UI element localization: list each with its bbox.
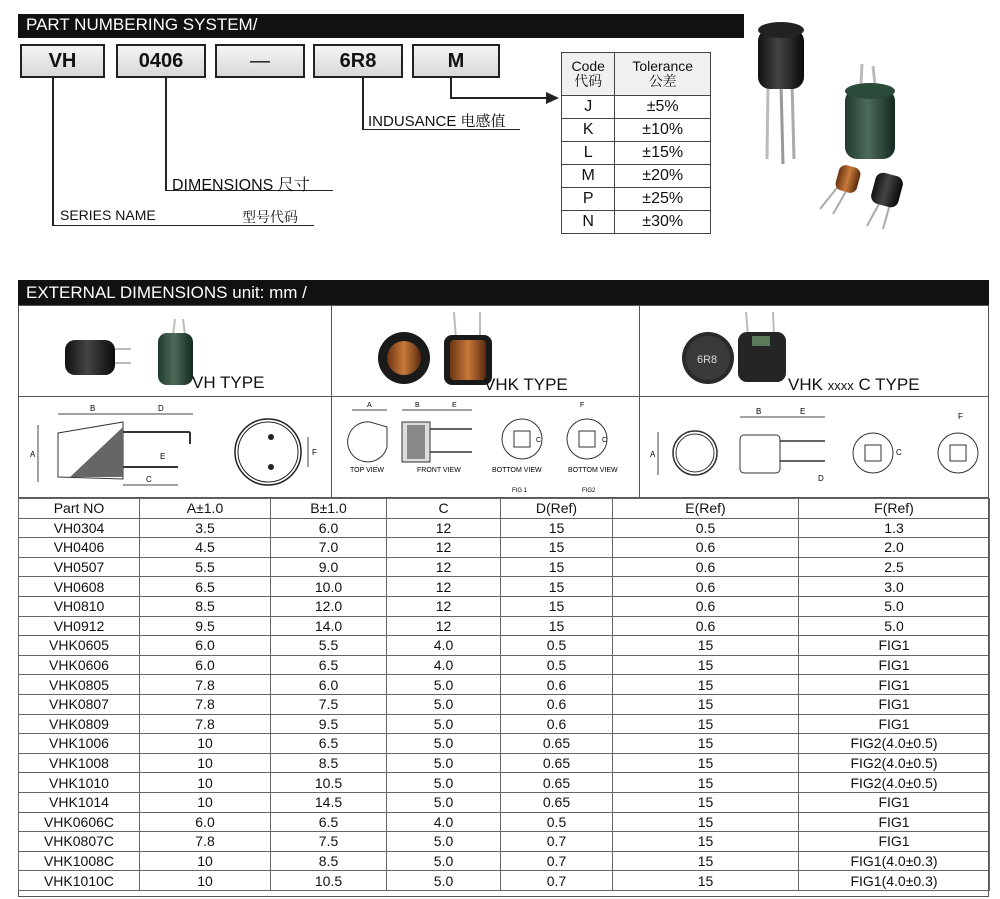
dimensions-row: [19, 773, 990, 793]
dimensions-cell: 0.6: [613, 577, 799, 597]
dimensions-row: [19, 694, 990, 714]
dimensions-cell: 15: [613, 832, 799, 852]
dimensions-cell: 5.0: [799, 596, 990, 616]
dimensions-header-cell: D(Ref): [501, 499, 613, 519]
dimensions-row: [19, 832, 990, 852]
dimensions-cell: FIG2(4.0±0.5): [799, 753, 990, 773]
vhk-type-photo-cell: [332, 305, 640, 397]
series-leader-vertical: [52, 78, 54, 226]
dimensions-cell: 15: [613, 851, 799, 871]
tolerance-row: [562, 96, 711, 119]
dimensions-cell: 10.5: [271, 773, 387, 793]
tolerance-leader-vertical: [450, 78, 452, 98]
tolerance-value-cell: ±30%: [615, 211, 711, 234]
external-dimensions-title: EXTERNAL DIMENSIONS unit: mm /: [18, 280, 989, 305]
vh-dim-e: E: [160, 452, 166, 461]
dimensions-cell: FIG1: [799, 812, 990, 832]
tolerance-code-cell: N: [562, 211, 615, 234]
dimensions-cell: 8.5: [271, 851, 387, 871]
dimensions-cell: 1.3: [799, 518, 990, 538]
dimensions-row: [19, 871, 990, 891]
dimensions-row: [19, 753, 990, 773]
tolerance-value-cell: ±25%: [615, 188, 711, 211]
dimensions-cell: FIG1(4.0±0.3): [799, 851, 990, 871]
dimensions-table: [18, 498, 990, 891]
dimensions-cell: 6.0: [271, 518, 387, 538]
dimensions-cell: 14.0: [271, 616, 387, 636]
dimensions-cell: FIG1: [799, 675, 990, 695]
dimensions-cell: VHK1006: [19, 734, 140, 754]
vhk-dim-c2: C: [602, 437, 608, 444]
dimensions-row: [19, 636, 990, 656]
dimensions-row: [19, 851, 990, 871]
code-box-inductance: 6R8: [313, 44, 403, 78]
dimensions-cell: 0.5: [501, 636, 613, 656]
tolerance-row: [562, 188, 711, 211]
vhkc-type-label: [788, 375, 920, 395]
dimensions-cell: 12: [387, 616, 501, 636]
dimensions-row: [19, 596, 990, 616]
dimensions-row: [19, 655, 990, 675]
dimensions-cell: 5.0: [799, 616, 990, 636]
vhkc-dim-e: E: [800, 407, 806, 416]
inductor-photo-group: [745, 14, 920, 239]
vhk-fig2-label: FIG2: [582, 488, 596, 494]
dimensions-row: [19, 577, 990, 597]
dimensions-cell: FIG1: [799, 832, 990, 852]
tolerance-code-cell: M: [562, 165, 615, 188]
dimensions-cell: 0.6: [613, 557, 799, 577]
tolerance-table: [561, 52, 711, 234]
vhkc-dim-d: D: [818, 474, 824, 483]
code-box-dimension: 0406: [116, 44, 206, 78]
dimensions-cell: 10: [140, 773, 271, 793]
tolerance-row: [562, 142, 711, 165]
vhkc-dim-c: C: [896, 448, 902, 457]
dimensions-cell: 5.5: [271, 636, 387, 656]
dimensions-cell: VHK0605: [19, 636, 140, 656]
vh-drawing-cell: [18, 397, 332, 498]
dimensions-cell: 5.0: [387, 871, 501, 891]
dimensions-cell: 15: [613, 655, 799, 675]
vhk-drawing-cell: [332, 397, 640, 498]
vhk-bottom-view2-label: BOTTOM VIEW: [568, 467, 618, 474]
vhkc-type-photo-cell: [640, 305, 989, 397]
dimensions-cell: 3.5: [140, 518, 271, 538]
dimensions-cell: 7.0: [271, 538, 387, 558]
dimensions-cell: 15: [501, 518, 613, 538]
vh-dim-d: D: [158, 404, 164, 413]
tolerance-code-cell: J: [562, 96, 615, 119]
dimensions-cell: 0.5: [501, 655, 613, 675]
vhkc-dim-b: B: [756, 407, 762, 416]
vhk-dim-a: A: [367, 402, 372, 409]
dimensions-cell: VH0810: [19, 596, 140, 616]
dimensions-cell: 6.5: [271, 655, 387, 675]
vhk-front-view-label: FRONT VIEW: [417, 467, 461, 474]
dimensions-cell: VHK0606C: [19, 812, 140, 832]
vhk-drawing: [332, 397, 638, 497]
vhkc-drawing-cell: [640, 397, 989, 498]
dimensions-cell: 15: [613, 734, 799, 754]
dimensions-row: [19, 792, 990, 812]
dimensions-cell: 4.0: [387, 636, 501, 656]
tolerance-code-cell: K: [562, 119, 615, 142]
dimensions-cell: VH0304: [19, 518, 140, 538]
dimensions-cell: 12: [387, 577, 501, 597]
dimensions-cell: FIG1: [799, 655, 990, 675]
dimensions-cell: 5.0: [387, 773, 501, 793]
dimensions-cell: 6.5: [271, 812, 387, 832]
dimensions-row: [19, 616, 990, 636]
dimensions-cell: FIG2(4.0±0.5): [799, 773, 990, 793]
dimensions-cell: 0.6: [613, 538, 799, 558]
dimensions-header-cell: F(Ref): [799, 499, 990, 519]
dimensions-cell: 4.5: [140, 538, 271, 558]
dimensions-cell: 9.0: [271, 557, 387, 577]
tolerance-header-tol: [615, 53, 711, 96]
dimensions-cell: 5.0: [387, 851, 501, 871]
dimensions-cell: VHK0606: [19, 655, 140, 675]
part-numbering-title: PART NUMBERING SYSTEM/: [18, 14, 744, 38]
inductance-label: INDUSANCE 电感值: [368, 113, 506, 130]
dimensions-cell: 12: [387, 557, 501, 577]
tolerance-code-cell: P: [562, 188, 615, 211]
dimensions-cell: 15: [613, 871, 799, 891]
dimensions-cell: 4.0: [387, 655, 501, 675]
dimensions-header-cell: B±1.0: [271, 499, 387, 519]
dimensions-header-cell: C: [387, 499, 501, 519]
header-tol-cn: 公差: [648, 73, 677, 89]
dimensions-cell: VHK0807C: [19, 832, 140, 852]
dimensions-cell: VHK1010C: [19, 871, 140, 891]
dimensions-cell: 15: [613, 636, 799, 656]
dimensions-cell: 15: [613, 694, 799, 714]
tolerance-code-cell: L: [562, 142, 615, 165]
tolerance-row: [562, 119, 711, 142]
tolerance-value-cell: ±20%: [615, 165, 711, 188]
dimensions-row: [19, 734, 990, 754]
dimensions-cell: VHK0807: [19, 694, 140, 714]
dimensions-cell: VHK1014: [19, 792, 140, 812]
vhk-dim-b: B: [415, 402, 420, 409]
dimensions-cell: FIG1: [799, 694, 990, 714]
header-code-en: Code: [571, 58, 605, 74]
dimensions-cell: 2.5: [799, 557, 990, 577]
dimensions-cell: 8.5: [140, 596, 271, 616]
dimensions-cell: 5.0: [387, 734, 501, 754]
dimensions-header-row: [19, 499, 990, 519]
dimensions-cell: 7.8: [140, 832, 271, 852]
dimensions-cell: 15: [613, 792, 799, 812]
vh-dim-f: F: [312, 448, 317, 457]
dimensions-header-cell: Part NO: [19, 499, 140, 519]
dimensions-cell: 0.7: [501, 851, 613, 871]
series-name-label: SERIES NAME: [60, 207, 156, 223]
vhkc-label-prefix: VHK: [788, 375, 823, 394]
dimensions-cell: 7.8: [140, 675, 271, 695]
vh-photo: [63, 315, 193, 390]
tolerance-value-cell: ±10%: [615, 119, 711, 142]
dimensions-cell: 15: [613, 773, 799, 793]
dimensions-cell: 5.0: [387, 753, 501, 773]
dimensions-cell: 10.5: [271, 871, 387, 891]
dimensions-cell: VHK1008C: [19, 851, 140, 871]
component-marking: 6R8: [697, 354, 718, 366]
dimensions-cell: 7.5: [271, 832, 387, 852]
vh-dim-b: B: [90, 404, 96, 413]
vhk-dim-f: F: [580, 402, 585, 409]
dimensions-cell: 10: [140, 792, 271, 812]
dimensions-cell: 3.0: [799, 577, 990, 597]
vhk-dim-e: E: [452, 402, 457, 409]
dimensions-row: [19, 714, 990, 734]
vhkc-dim-a: A: [650, 450, 656, 459]
code-box-separator: —: [215, 44, 305, 78]
dimensions-cell: 15: [613, 753, 799, 773]
dimensions-cell: 6.5: [140, 577, 271, 597]
dimensions-cell: 7.5: [271, 694, 387, 714]
dimensions-cell: 0.65: [501, 753, 613, 773]
dimensions-cell: VHK1010: [19, 773, 140, 793]
dimensions-cell: 15: [501, 557, 613, 577]
dimensions-cell: 15: [501, 538, 613, 558]
vhkc-dim-f: F: [958, 412, 963, 421]
dimensions-cell: 14.5: [271, 792, 387, 812]
dimensions-cell: VH0406: [19, 538, 140, 558]
inductance-leader-vertical: [362, 78, 364, 130]
dimensions-cell: 0.6: [501, 675, 613, 695]
code-box-tolerance: M: [412, 44, 500, 78]
dimensions-cell: VHK0805: [19, 675, 140, 695]
dimensions-cell: 10: [140, 871, 271, 891]
dimensions-cell: FIG1: [799, 636, 990, 656]
dimensions-cell: 4.0: [387, 812, 501, 832]
dimensions-cell: VH0507: [19, 557, 140, 577]
code-box-series: VH: [20, 44, 105, 78]
tolerance-header-row: [562, 53, 711, 96]
vhk-dim-c: C: [536, 437, 542, 444]
vh-drawing: [18, 397, 330, 497]
dimensions-cell: 12: [387, 518, 501, 538]
dimensions-row: [19, 557, 990, 577]
vh-dim-c: C: [146, 475, 152, 484]
dimensions-cell: 0.5: [613, 518, 799, 538]
dimensions-cell: 10.0: [271, 577, 387, 597]
dimensions-row: [19, 812, 990, 832]
dimensions-cell: 6.0: [271, 675, 387, 695]
tolerance-header-code: [562, 53, 615, 96]
dimensions-cell: 9.5: [140, 616, 271, 636]
dimensions-cell: 6.0: [140, 812, 271, 832]
series-name-label-cn: 型号代码: [242, 209, 298, 225]
dimensions-cell: 5.5: [140, 557, 271, 577]
dimensions-cell: 5.0: [387, 675, 501, 695]
tolerance-value-cell: ±5%: [615, 96, 711, 119]
tolerance-value-cell: ±15%: [615, 142, 711, 165]
dimensions-cell: VH0608: [19, 577, 140, 597]
dimensions-cell: 9.5: [271, 714, 387, 734]
dimensions-cell: 5.0: [387, 694, 501, 714]
dimensions-cell: 12.0: [271, 596, 387, 616]
dimensions-cell: 10: [140, 851, 271, 871]
dimensions-cell: 6.5: [271, 734, 387, 754]
dimensions-row: [19, 518, 990, 538]
dimension-leader-vertical: [165, 78, 167, 191]
vhk-top-view-label: TOP VIEW: [350, 467, 384, 474]
dimensions-cell: 15: [501, 596, 613, 616]
vhkc-label-suffix: C TYPE: [858, 375, 920, 394]
dimensions-cell: 15: [501, 577, 613, 597]
dimensions-header-cell: A±1.0: [140, 499, 271, 519]
dimensions-cell: 8.5: [271, 753, 387, 773]
dimensions-cell: 0.6: [501, 714, 613, 734]
dimensions-cell: 0.5: [501, 812, 613, 832]
dimensions-cell: VHK1008: [19, 753, 140, 773]
tolerance-row: [562, 165, 711, 188]
dimensions-row: [19, 675, 990, 695]
tolerance-arrow-icon: [546, 91, 560, 105]
dimensions-cell: 7.8: [140, 714, 271, 734]
vh-type-photo-cell: [18, 305, 332, 397]
dimensions-row: [19, 538, 990, 558]
dimensions-cell: 0.7: [501, 871, 613, 891]
dimensions-cell: 10: [140, 734, 271, 754]
vhk-bottom-view1-label: BOTTOM VIEW: [492, 467, 542, 474]
tolerance-leader-horizontal: [450, 97, 550, 99]
dimensions-cell: VHK0809: [19, 714, 140, 734]
vh-type-label: VH TYPE: [192, 373, 265, 392]
dimensions-cell: 0.6: [501, 694, 613, 714]
dimensions-cell: 7.8: [140, 694, 271, 714]
dimensions-cell: 0.65: [501, 792, 613, 812]
dimensions-cell: 0.6: [613, 616, 799, 636]
dimensions-cell: FIG1: [799, 714, 990, 734]
dimensions-cell: 10: [140, 753, 271, 773]
vhkc-label-xxxx: xxxx: [827, 378, 854, 393]
dimensions-cell: 15: [501, 616, 613, 636]
dimensions-cell: VH0912: [19, 616, 140, 636]
tolerance-row: [562, 211, 711, 234]
dimensions-cell: 6.0: [140, 636, 271, 656]
dimensions-cell: FIG2(4.0±0.5): [799, 734, 990, 754]
dimensions-cell: 15: [613, 675, 799, 695]
dimensions-label: DIMENSIONS 尺寸: [172, 177, 310, 194]
dimensions-cell: 0.65: [501, 734, 613, 754]
header-tol-en: Tolerance: [632, 58, 694, 74]
dimensions-cell: 0.65: [501, 773, 613, 793]
dimensions-cell: 15: [613, 812, 799, 832]
dimensions-cell: 2.0: [799, 538, 990, 558]
vhkc-drawing: [640, 397, 988, 497]
dimensions-cell: 5.0: [387, 832, 501, 852]
vhk-type-label: VHK TYPE: [484, 375, 568, 394]
dimensions-header-cell: E(Ref): [613, 499, 799, 519]
dimensions-cell: 0.7: [501, 832, 613, 852]
dimensions-cell: 12: [387, 538, 501, 558]
dimensions-cell: FIG1: [799, 792, 990, 812]
dimensions-cell: 5.0: [387, 714, 501, 734]
dimensions-cell: FIG1(4.0±0.3): [799, 871, 990, 891]
vhk-fig1-label: FIG 1: [512, 488, 528, 494]
vh-dim-a: A: [30, 450, 36, 459]
dimensions-cell: 5.0: [387, 792, 501, 812]
dimensions-cell: 0.6: [613, 596, 799, 616]
dimensions-cell: 12: [387, 596, 501, 616]
dimensions-cell: 15: [613, 714, 799, 734]
dimensions-cell: 6.0: [140, 655, 271, 675]
header-code-cn: 代码: [574, 73, 603, 89]
